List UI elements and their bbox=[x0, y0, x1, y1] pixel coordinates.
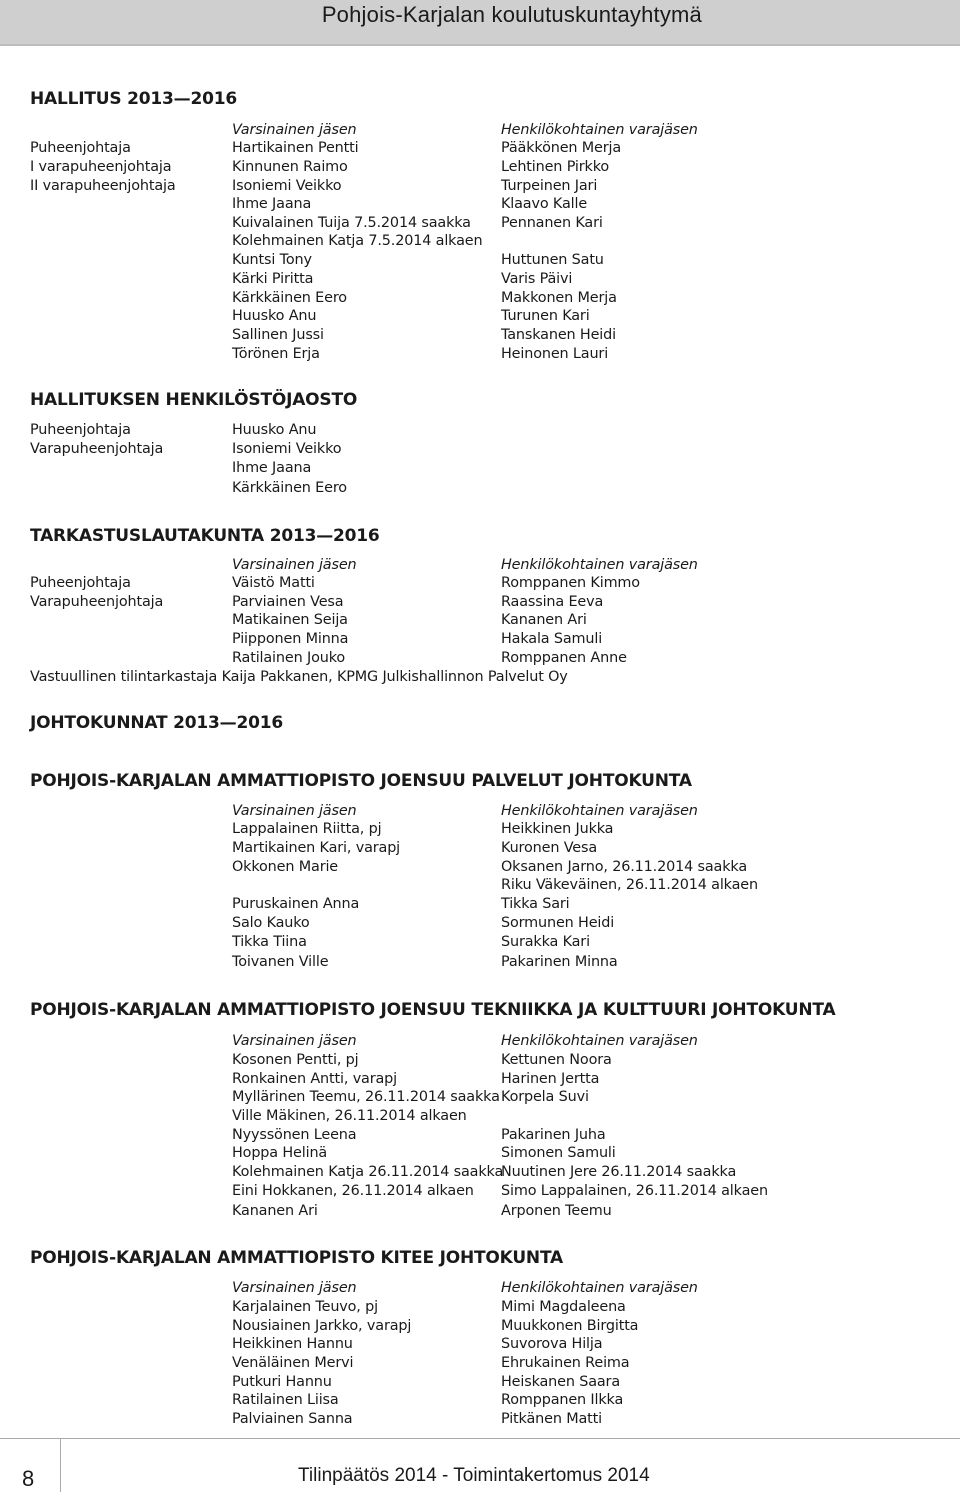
section-heading-kitee-johtokunta: POHJOIS-KARJALAN AMMATTIOPISTO KITEE JOHTOKUNTA bbox=[30, 1248, 563, 1268]
member-name: Piipponen Minna bbox=[232, 631, 349, 647]
deputy-name: Tikka Sari bbox=[501, 896, 570, 912]
member-name: Kärkkäinen Eero bbox=[232, 290, 347, 306]
deputy-name: Heinonen Lauri bbox=[501, 346, 609, 362]
member-name: Venäläinen Mervi bbox=[232, 1355, 354, 1371]
member-name: Ratilainen Jouko bbox=[232, 650, 346, 666]
member-name: Myllärinen Teemu, 26.11.2014 saakka bbox=[232, 1089, 500, 1105]
member-name: Törönen Erja bbox=[232, 346, 320, 362]
auditor-line: Vastuullinen tilintarkastaja Kaija Pakkanen, KPMG Julkishallinnon Palvelut Oy bbox=[30, 669, 568, 685]
section-heading-tekniikka-johtokunta: POHJOIS-KARJALAN AMMATTIOPISTO JOENSUU TEKNIIKKA JA KULTTUURI JOHTOKUNTA bbox=[30, 1000, 836, 1020]
member-name: Matikainen Seija bbox=[232, 612, 348, 628]
section-heading-johtokunnat: JOHTOKUNNAT 2013—2016 bbox=[30, 713, 283, 733]
role-label: I varapuheenjohtaja bbox=[30, 159, 172, 175]
footer-title: Tilinpäätös 2014 - Toimintakertomus 2014 bbox=[298, 1465, 650, 1486]
role-label: II varapuheenjohtaja bbox=[30, 178, 176, 194]
deputy-name: Riku Väkeväinen, 26.11.2014 alkaen bbox=[501, 877, 758, 893]
member-name: Kinnunen Raimo bbox=[232, 159, 348, 175]
deputy-name: Romppanen Anne bbox=[501, 650, 627, 666]
deputy-name: Heikkinen Jukka bbox=[501, 821, 614, 837]
deputy-name: Romppanen Kimmo bbox=[501, 575, 640, 591]
member-name: Kosonen Pentti, pj bbox=[232, 1052, 359, 1068]
deputy-name: Varis Päivi bbox=[501, 271, 573, 287]
deputy-name: Kananen Ari bbox=[501, 612, 587, 628]
member-name: Ratilainen Liisa bbox=[232, 1392, 339, 1408]
deputy-name: Lehtinen Pirkko bbox=[501, 159, 610, 175]
footer-divider bbox=[60, 1438, 61, 1492]
member-name: Kuntsi Tony bbox=[232, 252, 312, 268]
column-header-deputy: Henkilökohtainen varajäsen bbox=[501, 122, 698, 138]
member-name: Huusko Anu bbox=[232, 308, 317, 324]
role-label: Puheenjohtaja bbox=[30, 140, 131, 156]
member-name: Hartikainen Pentti bbox=[232, 140, 359, 156]
deputy-name: Turpeinen Jari bbox=[501, 178, 598, 194]
page-header-title: Pohjois-Karjalan koulutuskuntayhtymä bbox=[321, 2, 702, 27]
role-label: Varapuheenjohtaja bbox=[30, 594, 164, 610]
member-name: Sallinen Jussi bbox=[232, 327, 324, 343]
member-name: Palviainen Sanna bbox=[232, 1411, 353, 1427]
deputy-name: Harinen Jertta bbox=[501, 1071, 600, 1087]
member-name: Lappalainen Riitta, pj bbox=[232, 821, 382, 837]
deputy-name: Ehrukainen Reima bbox=[501, 1355, 630, 1371]
role-label: Puheenjohtaja bbox=[30, 575, 131, 591]
column-header-deputy: Henkilökohtainen varajäsen bbox=[501, 1033, 698, 1049]
member-name: Isoniemi Veikko bbox=[232, 178, 342, 194]
deputy-name: Pennanen Kari bbox=[501, 215, 603, 231]
deputy-name: Hakala Samuli bbox=[501, 631, 603, 647]
member-name: Ihme Jaana bbox=[232, 196, 312, 212]
deputy-name: Nuutinen Jere 26.11.2014 saakka bbox=[501, 1164, 737, 1180]
deputy-name: Kuronen Vesa bbox=[501, 840, 598, 856]
member-name: Ronkainen Antti, varapj bbox=[232, 1071, 397, 1087]
deputy-name: Pakarinen Minna bbox=[501, 954, 618, 970]
deputy-name: Mimi Magdaleena bbox=[501, 1299, 626, 1315]
column-header-deputy: Henkilökohtainen varajäsen bbox=[501, 1280, 698, 1296]
deputy-name: Simo Lappalainen, 26.11.2014 alkaen bbox=[501, 1183, 768, 1199]
section-heading-henkilostojaosto: HALLITUKSEN HENKILÖSTÖJAOSTO bbox=[30, 390, 358, 410]
member-name: Kananen Ari bbox=[232, 1203, 318, 1219]
member-name: Toivanen Ville bbox=[232, 954, 329, 970]
deputy-name: Arponen Teemu bbox=[501, 1203, 612, 1219]
member-name: Karjalainen Teuvo, pj bbox=[232, 1299, 378, 1315]
deputy-name: Pitkänen Matti bbox=[501, 1411, 602, 1427]
member-name: Parviainen Vesa bbox=[232, 594, 344, 610]
member-name: Väistö Matti bbox=[232, 575, 315, 591]
section-heading-hallitus: HALLITUS 2013—2016 bbox=[30, 89, 237, 109]
deputy-name: Makkonen Merja bbox=[501, 290, 617, 306]
member-name: Nousiainen Jarkko, varapj bbox=[232, 1318, 412, 1334]
member-name: Huusko Anu bbox=[232, 422, 317, 438]
member-name: Tikka Tiina bbox=[232, 934, 307, 950]
member-name: Kuivalainen Tuija 7.5.2014 saakka bbox=[232, 215, 471, 231]
section-heading-palvelut-johtokunta: POHJOIS-KARJALAN AMMATTIOPISTO JOENSUU PALVELUT JOHTOKUNTA bbox=[30, 771, 692, 791]
column-header-deputy: Henkilökohtainen varajäsen bbox=[501, 557, 698, 573]
role-label: Varapuheenjohtaja bbox=[30, 441, 164, 457]
member-name: Kolehmainen Katja 26.11.2014 saakka bbox=[232, 1164, 504, 1180]
member-name: Ville Mäkinen, 26.11.2014 alkaen bbox=[232, 1108, 467, 1124]
deputy-name: Raassina Eeva bbox=[501, 594, 604, 610]
section-heading-tarkastuslautakunta: TARKASTUSLAUTAKUNTA 2013—2016 bbox=[30, 526, 380, 546]
column-header-member: Varsinainen jäsen bbox=[232, 1280, 357, 1296]
member-name: Nyyssönen Leena bbox=[232, 1127, 357, 1143]
deputy-name: Simonen Samuli bbox=[501, 1145, 616, 1161]
deputy-name: Muukkonen Birgitta bbox=[501, 1318, 639, 1334]
deputy-name: Sormunen Heidi bbox=[501, 915, 615, 931]
column-header-member: Varsinainen jäsen bbox=[232, 557, 357, 573]
column-header-deputy: Henkilökohtainen varajäsen bbox=[501, 803, 698, 819]
deputy-name: Surakka Kari bbox=[501, 934, 590, 950]
member-name: Eini Hokkanen, 26.11.2014 alkaen bbox=[232, 1183, 474, 1199]
footer-rule bbox=[0, 1438, 960, 1439]
role-label: Puheenjohtaja bbox=[30, 422, 131, 438]
deputy-name: Tanskanen Heidi bbox=[501, 327, 616, 343]
column-header-member: Varsinainen jäsen bbox=[232, 1033, 357, 1049]
member-name: Isoniemi Veikko bbox=[232, 441, 342, 457]
member-name: Heikkinen Hannu bbox=[232, 1336, 353, 1352]
page-number: 8 bbox=[22, 1466, 35, 1491]
member-name: Kärkkäinen Eero bbox=[232, 480, 347, 496]
member-name: Hoppa Helinä bbox=[232, 1145, 328, 1161]
member-name: Putkuri Hannu bbox=[232, 1374, 332, 1390]
deputy-name: Pääkkönen Merja bbox=[501, 140, 622, 156]
deputy-name: Oksanen Jarno, 26.11.2014 saakka bbox=[501, 859, 747, 875]
deputy-name: Kettunen Noora bbox=[501, 1052, 612, 1068]
deputy-name: Heiskanen Saara bbox=[501, 1374, 620, 1390]
deputy-name: Huttunen Satu bbox=[501, 252, 604, 268]
deputy-name: Suvorova Hilja bbox=[501, 1336, 603, 1352]
member-name: Kolehmainen Katja 7.5.2014 alkaen bbox=[232, 233, 483, 249]
member-name: Puruskainen Anna bbox=[232, 896, 360, 912]
deputy-name: Korpela Suvi bbox=[501, 1089, 589, 1105]
member-name: Kärki Piritta bbox=[232, 271, 314, 287]
column-header-member: Varsinainen jäsen bbox=[232, 122, 357, 138]
column-header-member: Varsinainen jäsen bbox=[232, 803, 357, 819]
deputy-name: Turunen Kari bbox=[501, 308, 590, 324]
deputy-name: Pakarinen Juha bbox=[501, 1127, 606, 1143]
member-name: Salo Kauko bbox=[232, 915, 310, 931]
deputy-name: Romppanen Ilkka bbox=[501, 1392, 624, 1408]
deputy-name: Klaavo Kalle bbox=[501, 196, 588, 212]
member-name: Okkonen Marie bbox=[232, 859, 339, 875]
member-name: Martikainen Kari, varapj bbox=[232, 840, 401, 856]
member-name: Ihme Jaana bbox=[232, 460, 312, 476]
